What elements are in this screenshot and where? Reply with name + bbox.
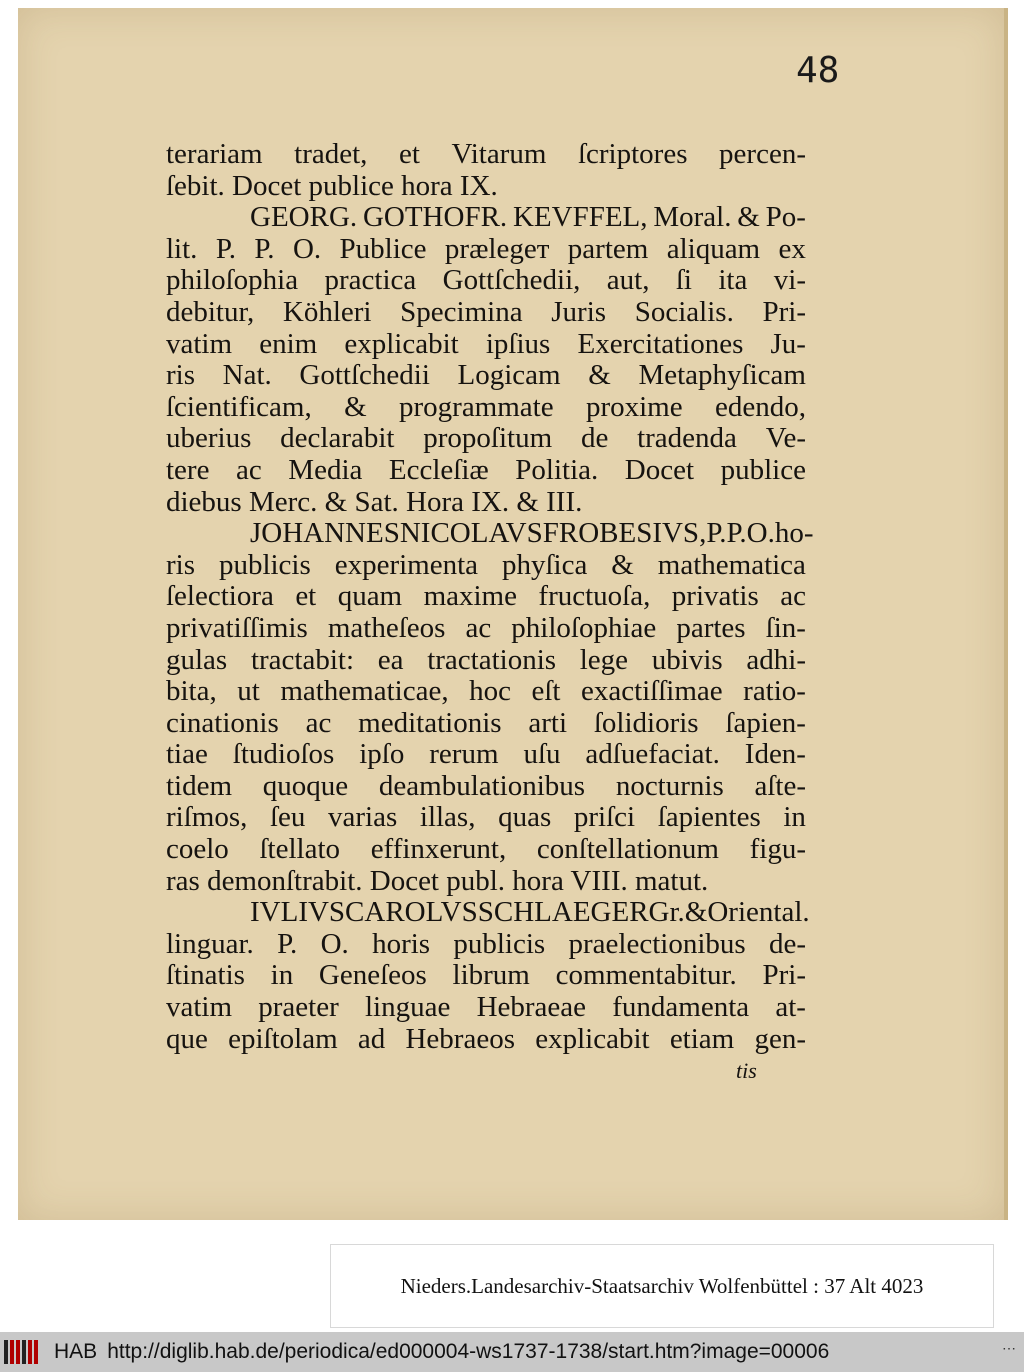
text-line: ris Nat. Gottſchedii Logicam & Metaphyſicam [166, 359, 806, 392]
text-line: philoſophia practica Gottſchedii, aut, ſi ita vi- [166, 264, 806, 297]
text-line: debitur, Köhleri Specimina Juris Socialis. Pri- [166, 295, 806, 328]
text-line: tidem quoque deambulationibus nocturnis aſte- [166, 769, 806, 802]
text-line: tiae ſtudioſos ipſo rerum uſu adſuefaciat. Iden- [166, 738, 806, 771]
text-line: ſtinatis in Geneſeos librum commentabitur. Pri- [166, 959, 806, 992]
text-line: bita, ut mathematicae, hoc eſt exactiſſimae ratio- [166, 675, 806, 708]
footer-bar [0, 1332, 1024, 1372]
page-number: 48 [796, 50, 840, 91]
catchword: tis [736, 1058, 757, 1083]
text-line: ſelectiora et quam maxime fructuoſa, privatis ac [166, 580, 806, 613]
footer-url[interactable]: http://diglib.hab.de/periodica/ed000004-ws1737-1738/start.htm?image=00006 [107, 1340, 830, 1363]
text-line: que epiſtolam ad Hebraeos explicabit etiam gen- [166, 1022, 806, 1055]
footer-label: HAB [54, 1340, 98, 1363]
archive-label: Nieders.Landesarchiv-Staatsarchiv Wolfenbüttel : 37 Alt 4023 [330, 1244, 994, 1328]
text-line: linguar. P. O. horis publicis praelectionibus de- [166, 927, 806, 960]
text-line: vatim praeter linguae Hebraeae fundamenta at- [166, 991, 806, 1024]
text-line: vatim enim explicabit ipſius Exercitationes Ju- [166, 327, 806, 360]
text-line: uberius declarabit propoſitum de tradenda Ve- [166, 422, 806, 455]
text-line: diebus Merc. & Sat. Hora IX. & III. [166, 485, 583, 518]
text-line: terariam tradet, et Vitarum ſcriptores percen- [166, 138, 806, 170]
text-line: ſebit. Docet publice hora IX. [166, 169, 498, 202]
text-line: JOHANNES NICOLAVS FROBESIVS, P. P. O. ho- [250, 517, 814, 550]
more-icon[interactable]: ⋯ [1002, 1340, 1016, 1356]
text-line: lit. P. P. O. Publice prælegeт partem aliquam ex [166, 232, 806, 265]
text-line: ras demonſtrabit. Docet publ. hora VIII. matut. [166, 864, 709, 897]
text-line: cinationis ac meditationis arti ſolidioris ſapien- [166, 706, 806, 739]
document-page [18, 8, 1008, 1220]
text-line: privatiſſimis matheſeos ac philoſophiae partes ſin- [166, 611, 806, 644]
text-line: ſcientificam, & programmate proxime edendo, [166, 390, 806, 423]
hab-logo-icon [4, 1337, 50, 1367]
text-block [166, 138, 814, 1055]
text-line: coelo ſtellato effinxerunt, conſtellationum figu- [166, 833, 806, 866]
text-line: GEORG. GOTHOFR. KEVFFEL, Moral. & Po- [250, 201, 806, 234]
text-line: riſmos, ſeu varias illas, quas priſci ſapientes in [166, 801, 806, 834]
text-line: ris publicis experimenta phyſica & mathematica [166, 548, 806, 581]
text-line: gulas tractabit: ea tractationis lege ubivis adhi- [166, 643, 806, 676]
text-line: IVLIVS CAROLVS SCHLAEGER Gr. & Oriental. [250, 896, 810, 929]
text-line: tere ac Media Eccleſiæ Politia. Docet publice [166, 453, 806, 486]
